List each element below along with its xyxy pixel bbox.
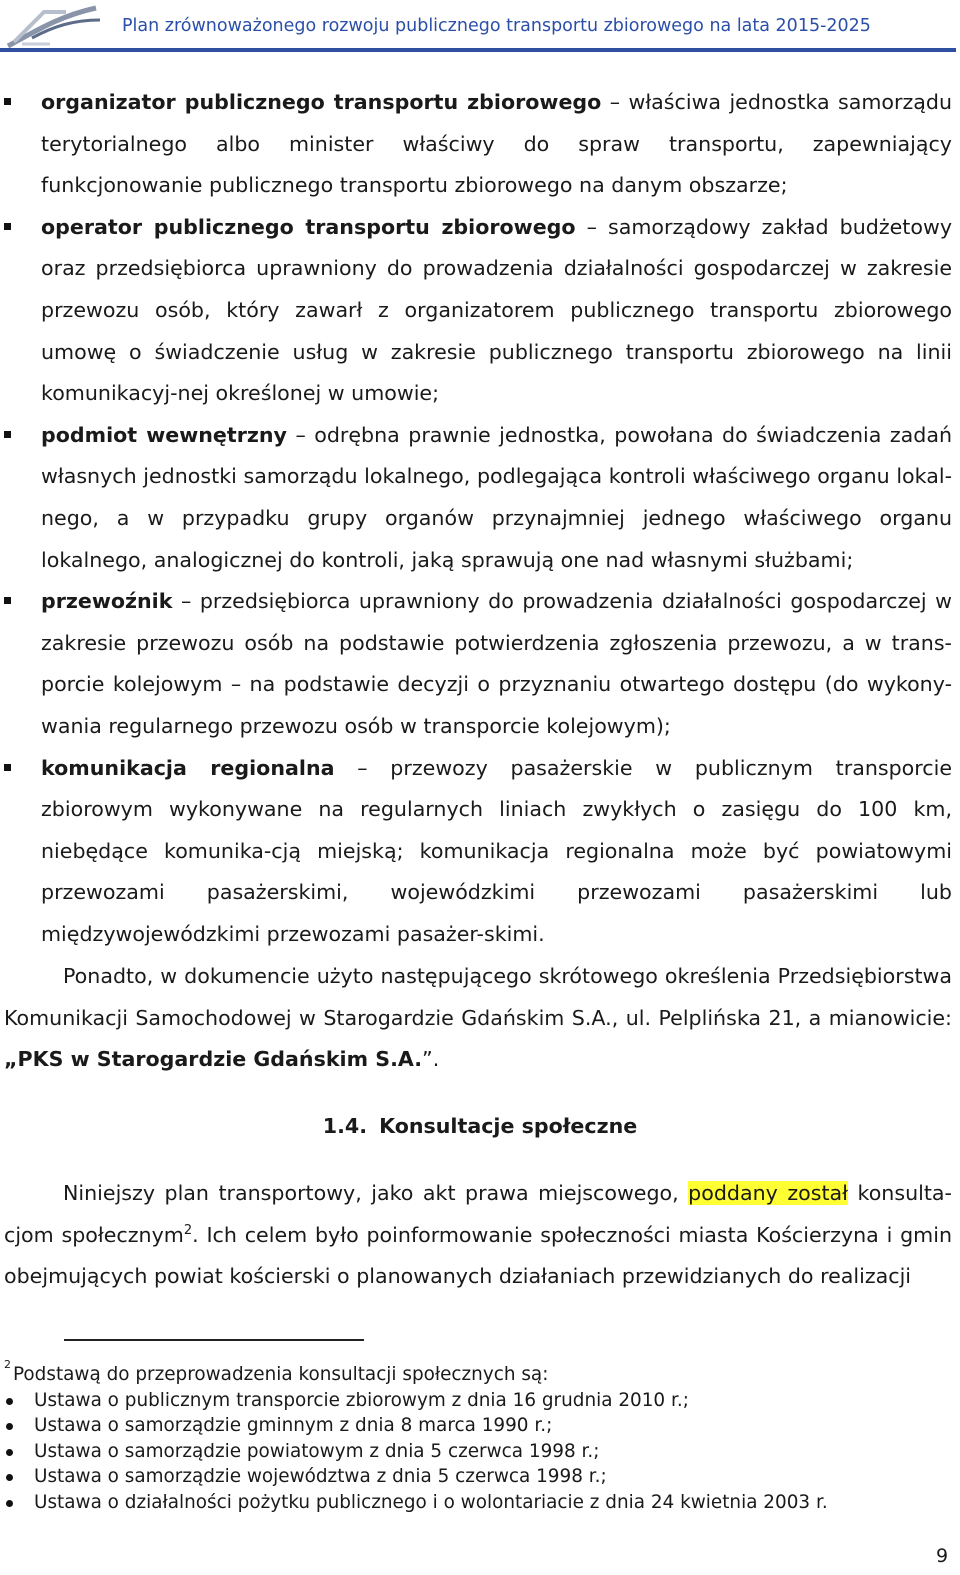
footnote-list-item — [4, 1490, 944, 1516]
footnote — [4, 1357, 944, 1515]
definition-text: właściwa jednostka samorządu terytorialnego albo minister właściwy do spraw transportu, zapewniający funkcjonowanie publicznego transportu zbiorowego na danym obszarze; — [41, 90, 953, 198]
consultation-text-end: . Ich celem było poinformowanie społeczności miasta Kościerzyna i gmin obejmujących powiat kościerski o planowanych działaniach przewidzianych do realizacji — [4, 1222, 953, 1289]
footnote-item-text: Ustawa o samorządzie województwa z dnia 5 czerwca 1998 r.; — [34, 1466, 607, 1487]
consultation-text-start: Niniejszy plan transportowy, jako akt prawa miejscowego, — [63, 1181, 689, 1205]
abbreviation-close: ”. — [422, 1047, 440, 1072]
footnote-item-text: Ustawa o samorządzie gminnym z dnia 8 marca 1990 r.; — [34, 1415, 553, 1436]
footnote-item-text: Ustawa o działalności pożytku publicznego i o wolontariacie z dnia 24 kwietnia 2003 r. — [34, 1491, 828, 1513]
definition-dash: – — [295, 422, 306, 447]
square-bullet-icon — [4, 597, 11, 604]
definition-item — [0, 207, 952, 415]
square-bullet-icon — [4, 223, 11, 230]
definition-term: przewoźnik — [41, 589, 173, 614]
definition-dash: – — [357, 755, 368, 780]
footnote-list-item — [4, 1439, 944, 1465]
consultation-paragraph — [4, 1173, 952, 1298]
definition-text: samorządowy zakład budżetowy oraz przedsiębiorca uprawniony do prowadzenia działalności gospodarczej w zakresie przewozu osób, który zawarł z organizatorem publicznego transportu zbiorowego umowę o świadczenie usług w zakresie publicznego transportu zbiorowego na linii komunikacyj-nej określonej w umowie; — [41, 214, 953, 406]
definition-term: operator publicznego transportu zbiorowego — [41, 214, 576, 239]
page-number: 9 — [936, 1545, 949, 1567]
footnote-list-item — [4, 1464, 944, 1490]
round-bullet-icon — [6, 1423, 13, 1430]
definition-term: podmiot wewnętrzny — [41, 422, 287, 447]
definition-text: przewozy pasażerskie w publicznym transporcie zbiorowym wykonywane na regularnych liniach zwykłych o zasięgu do 100 km, niebędące komunika-cją miejską; komunikacja regionalna może być powiatowymi przewozami pasażerskimi, wojewódzkimi przewozami pasażerskimi lub międzywojewódzkimi przewozami pasażer-skimi. — [41, 755, 953, 946]
square-bullet-icon — [4, 98, 11, 105]
footnote-item-text: Ustawa o samorządzie powiatowym z dnia 5 czerwca 1998 r.; — [34, 1440, 600, 1462]
definition-dash: – — [586, 214, 597, 239]
definition-term: komunikacja regionalna — [41, 755, 335, 780]
footnote-item-text: Ustawa o publicznym transporcie zbiorowym z dnia 16 grudnia 2010 r.; — [34, 1389, 689, 1411]
footnote-list-item — [4, 1388, 944, 1414]
abbreviation-name: PKS w Starogardzie Gdańskim S.A. — [17, 1047, 423, 1072]
page-header — [0, 0, 960, 56]
abbreviation-text: Ponadto, w dokumencie użyto następującego skrótowego określenia Przedsiębiorstwa Komunikacji Samochodowej w Starogardzie Gdańskim S.A., ul. Pelplińska 21, a mianowicie: — [4, 964, 952, 1030]
round-bullet-icon — [6, 1449, 13, 1456]
abbreviation-open-quote: „ — [4, 1047, 18, 1072]
round-bullet-icon — [6, 1500, 13, 1507]
highlighted-text: poddany został — [688, 1181, 849, 1205]
definition-dash: – — [609, 90, 621, 114]
square-bullet-icon — [4, 764, 11, 771]
footnote-reference[interactable]: 2 — [183, 1222, 193, 1238]
consultation-text-middle: konsulta-cjom społecznym — [4, 1181, 952, 1247]
footnote-number: 2 — [4, 1357, 11, 1371]
logo-icon — [4, 2, 104, 50]
definition-item — [0, 581, 952, 747]
footnote-divider — [64, 1339, 364, 1341]
square-bullet-icon — [4, 431, 11, 438]
footnote-intro-text: Podstawą do przeprowadzenia konsultacji społecznych są: — [13, 1364, 549, 1385]
section-heading — [0, 1106, 960, 1146]
footnote-list-item — [4, 1413, 944, 1439]
round-bullet-icon — [6, 1398, 13, 1405]
footnote-list — [4, 1388, 944, 1516]
abbreviation-paragraph — [4, 956, 952, 1081]
definition-term: organizator publicznego transportu zbiorowego — [41, 90, 602, 114]
footnote-intro — [4, 1357, 944, 1388]
definition-text: przedsiębiorca uprawniony do prowadzenia działalności gospodarczej w zakresie przewozu osób na podstawie potwierdzenia zgłoszenia przewozu, a w trans-porcie kolejowym – na podstawie decyzji o przyznaniu otwartego dostępu (do wykony-wania regularnego przewozu osób w transporcie kolejowym); — [41, 589, 953, 738]
definition-dash: – — [180, 589, 192, 614]
definition-item — [0, 748, 952, 956]
definition-item — [0, 82, 952, 207]
section-title: Konsultacje społeczne — [379, 1114, 638, 1138]
header-divider — [0, 48, 956, 52]
section-number: 1.4. — [322, 1114, 368, 1138]
definition-text: odrębna prawnie jednostka, powołana do świadczenia zadań własnych jednostki samorządu lokalnego, podlegająca kontroli właściwego organu lokal-nego, a w przypadku grupy organów przynajmniej jednego właściwego organu lokalnego, analogicznej do kontroli, jaką sprawują one nad własnymi służbami; — [41, 422, 953, 572]
header-title: Plan zrównoważonego rozwoju publicznego transportu zbiorowego na lata 2015-2025 — [122, 16, 871, 36]
round-bullet-icon — [6, 1474, 13, 1481]
definition-item — [0, 415, 952, 581]
definitions-list — [0, 82, 960, 955]
